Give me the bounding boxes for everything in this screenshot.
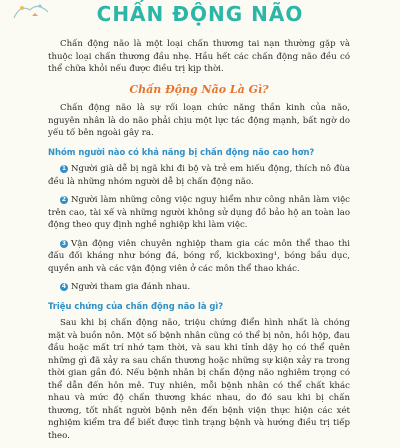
article-body <box>48 38 350 448</box>
number-badge-icon: 1 <box>61 165 67 172</box>
number-badge-icon: 4 <box>61 283 67 290</box>
list-item: 4 Người tham gia đánh nhau. <box>61 282 191 292</box>
list-item: 2 Người làm những công việc nguy hiểm như công nhân làm việc trên cao, tài xế và những người không sử dụng đồ bảo hộ an toàn lao động theo quy định nghề nghiệp khi làm việc. <box>48 195 350 230</box>
top-header <box>0 0 400 28</box>
section-heading: Chấn Động Não Là Gì? <box>129 82 269 96</box>
question-heading-symptoms: Triệu chứng của chấn động não là gì? <box>48 300 224 311</box>
definition-paragraph: Chấn động não là sự rối loạn chức năng thần kinh của não, nguyên nhân là do não phải chịu một lực tác động mạnh, bất ngờ do yếu tố bên ngoài gây ra. <box>48 103 350 138</box>
page-title: CHẤN ĐỘNG NÃO <box>96 2 304 26</box>
list-item: 1 Người già dễ bị ngã khi đi bộ và trẻ em hiếu động, thích nô đùa đều là những nhóm người dễ bị chấn động não. <box>48 164 350 187</box>
question-heading-risk-groups: Nhóm người nào có khả năng bị chấn động não cao hơn? <box>48 146 315 157</box>
symptoms-paragraph: Sau khi bị chấn động não, triệu chứng điển hình nhất là chóng mặt và buồn nôn. Một số bệnh nhân cũng có thể bị nôn, hồi hộp, đau đầu hoặc mất trí nhớ tạm thời, và sau khi tỉnh dậy họ có thể quên những gì đã xảy ra sau chấn thương hoặc những sự kiện xảy ra trong thời gian gần đó. Nếu bệnh nhân bị chấn động não nghiêm trọng có thể dẫn đến hôn mê. Tuy nhiên, mỗi bệnh nhân có thể chất khác nhau và mức độ chấn thương khác nhau, do đó sau khi bị chấn thương, tốt nhất người bệnh nên đến bệnh viện thực hiện các xét nghiệm kiểm tra để biết được tình trạng bệnh và hướng điều trị tiếp theo. <box>48 318 350 441</box>
number-badge-icon: 3 <box>61 239 67 247</box>
intro-paragraph: Chấn động não là một loại chấn thương tai nạn thường gặp và thuộc loại chấn thương đầu nhẹ. Hầu hết các chấn động não đều có thể chữa khỏi nếu được điều trị kịp thời. <box>48 39 350 74</box>
list-item: 3 Vận động viên chuyên nghiệp tham gia các môn thể thao thi đấu đối kháng như bóng đá, bóng rổ, kickboxing¹, bóng bầu dục, quyền anh và các vận động viên ở các môn thể thao khác. <box>48 238 350 274</box>
number-badge-icon: 2 <box>61 196 67 203</box>
